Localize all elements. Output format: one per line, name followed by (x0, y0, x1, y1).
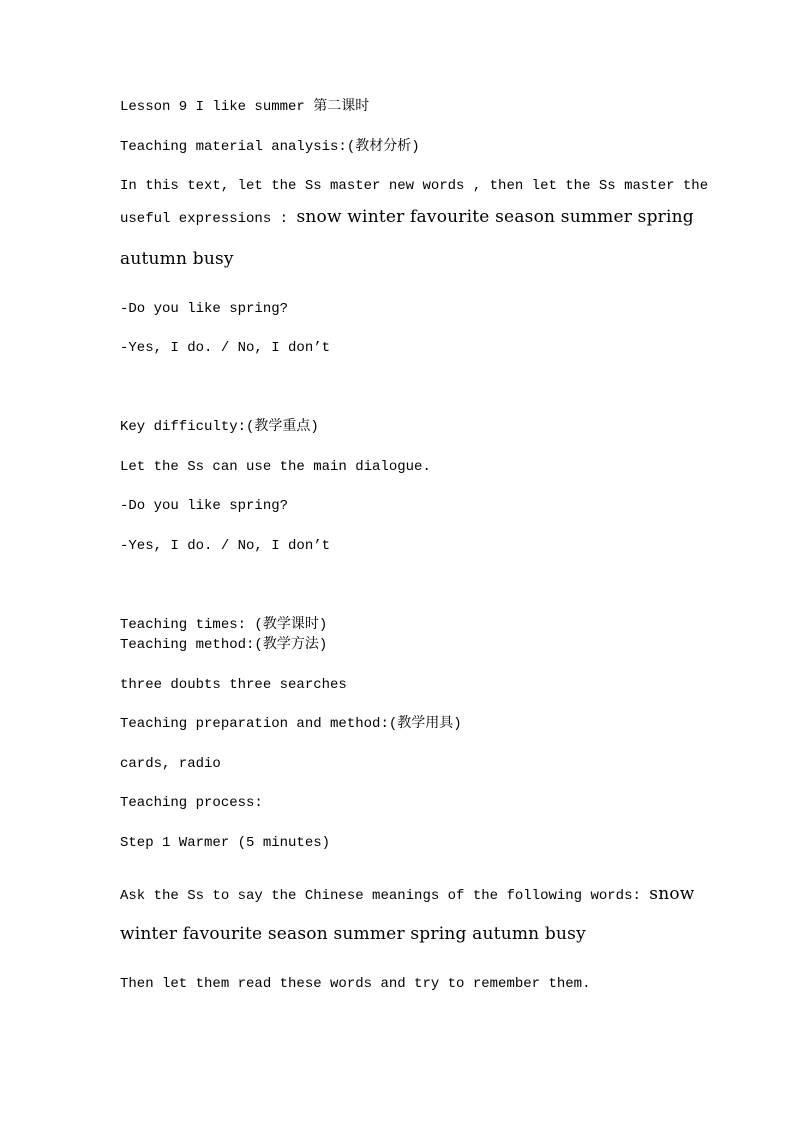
step1-text-line3: Then let them read these words and try to remember them. (120, 976, 591, 992)
material-analysis-text-line2 (120, 208, 694, 228)
dialogue-question-1: -Do you like spring? (120, 301, 289, 317)
lesson-title: Lesson 9 I like summer 第二课时 (120, 99, 370, 115)
key-difficulty-text: Let the Ss can use the main dialogue. (120, 459, 431, 475)
step1-instruction: Ask the Ss to say the Chinese meanings of the following words: (120, 888, 650, 904)
material-analysis-text-prefix: useful expressions : (120, 211, 297, 227)
step1-text-line1 (120, 885, 695, 905)
key-difficulty-heading: Key difficulty:(教学重点) (120, 419, 319, 435)
material-analysis-heading: Teaching material analysis:(教材分析) (120, 139, 420, 155)
teaching-method-heading: Teaching method:(教学方法) (120, 637, 328, 653)
teaching-times: Teaching times: (教学课时) (120, 617, 328, 633)
dialogue-answer-2: -Yes, I do. / No, I don’t (120, 538, 331, 554)
preparation-heading: Teaching preparation and method:(教学用具) (120, 716, 462, 732)
process-heading: Teaching process: (120, 795, 263, 811)
vocabulary-words-line1: snow winter favourite season summer spring (296, 207, 694, 227)
vocabulary-words-line2: autumn busy (120, 249, 234, 269)
step1-word-snow: snow (649, 884, 695, 904)
dialogue-question-2: -Do you like spring? (120, 498, 289, 514)
material-analysis-text-line1: In this text, let the Ss master new words , then let the Ss master the (120, 178, 709, 194)
teaching-method-text: three doubts three searches (120, 677, 347, 693)
dialogue-answer-1: -Yes, I do. / No, I don’t (120, 340, 331, 356)
step1-words-line2: winter favourite season summer spring autumn busy (120, 924, 586, 944)
step1-heading: Step 1 Warmer (5 minutes) (120, 835, 331, 851)
preparation-text: cards, radio (120, 756, 221, 772)
